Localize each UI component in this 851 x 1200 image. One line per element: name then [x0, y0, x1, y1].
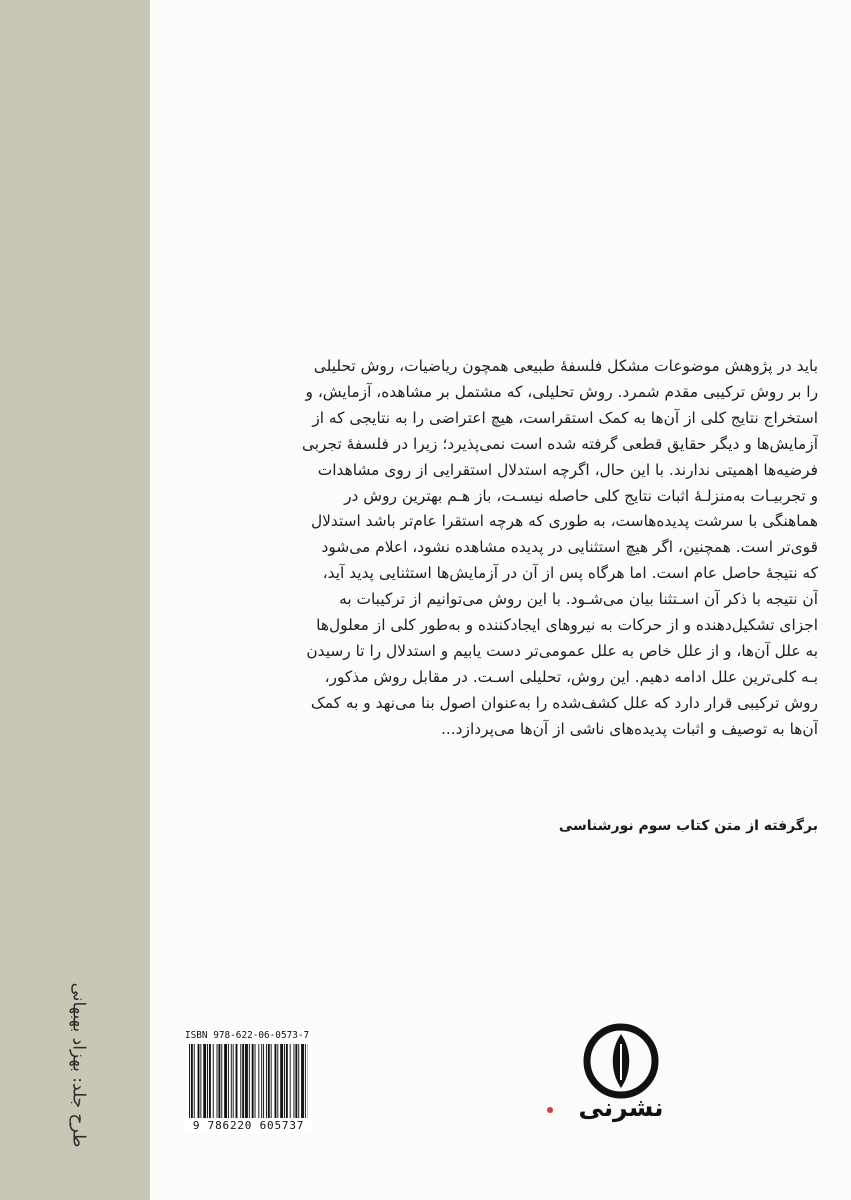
barcode [185, 1030, 312, 1134]
excerpt-line: آن نتیجه با ذکر آن اسـتثنا بیان می‌شـود. با این روش می‌توانیم از ترکیبات به [339, 590, 818, 609]
barcode-bar [240, 1044, 241, 1118]
barcode-bar [198, 1044, 200, 1118]
barcode-bar [203, 1044, 206, 1118]
excerpt-line: به علل آن‌ها، و از علل خاص به علل عمومی‌تر دست یابیم و استدلال را تا رسیدن [306, 641, 818, 660]
barcode-bar [231, 1044, 232, 1118]
excerpt-line: فرضیه‌ها اهمیتی ندارند. با این حال، اگرچه استدلال استقرایی از روی مشاهدات [317, 460, 818, 479]
barcode-bar [280, 1044, 283, 1118]
red-dot-mark [547, 1107, 553, 1113]
excerpt-line: بـه کلی‌ترین علل ادامه دهیم. این روش، تحلیلی اسـت. در مقابل روش مذکور، [324, 667, 818, 686]
excerpt-line: روش ترکیبی قرار دارد که علل کشف‌شده را به‌عنوان اصول بنا می‌نهد و به کمک [310, 693, 818, 712]
isbn-label: ISBN 978-622-06-0573-7 [185, 1030, 310, 1041]
spine-panel [0, 0, 150, 1200]
barcode-bar [189, 1044, 190, 1118]
ean-digits: 9 786220 605737 [192, 1119, 305, 1132]
barcode-bar [191, 1044, 193, 1118]
barcode-bar [249, 1044, 250, 1118]
excerpt-line: که نتیجهٔ حاصل عام است. اما هرگاه پس از آن در آزمایش‌ها استثنایی پدید آید، [322, 564, 818, 583]
excerpt-line: اجزای تشکیل‌دهنده و از حرکات به نیروهای ایجادکننده و به‌طور کلی از معلول‌ها [316, 616, 818, 635]
barcode-bar [224, 1044, 227, 1118]
barcode-bar [284, 1044, 285, 1118]
barcode-bar [236, 1044, 238, 1118]
excerpt-line: آن‌ها به توصیف و اثبات پدیده‌های ناشی از آن‌ها می‌پردازد... [440, 719, 818, 738]
barcode-bar [268, 1044, 270, 1118]
back-cover-excerpt [178, 354, 818, 743]
barcode-bar [277, 1044, 278, 1118]
barcode-bar [263, 1044, 264, 1118]
barcode-bar [305, 1044, 306, 1118]
barcode-bar [245, 1044, 248, 1118]
barcode-bar [261, 1044, 262, 1118]
barcode-bar [271, 1044, 272, 1118]
barcode-bar [294, 1044, 295, 1118]
spine-designer-credit [60, 982, 96, 1148]
barcode-bar [228, 1044, 229, 1118]
barcode-bar [286, 1044, 288, 1118]
barcode-bar [275, 1044, 277, 1118]
barcode-bar [233, 1044, 234, 1118]
barcode-bar [290, 1044, 291, 1118]
excerpt-line: قوی‌تر است. همچنین، اگر هیچ استثنایی در پدیده مشاهده نشود، اعلام می‌شود [321, 538, 818, 557]
barcode-bar [194, 1044, 195, 1118]
excerpt-line: باید در پژوهش موضوعات مشکل فلسفهٔ طبیعی همچون ریاضیات، روش تحلیلی [313, 357, 818, 375]
excerpt-line: آزمایش‌ها و دیگر حقایق قطعی گرفته شده است نمی‌پذیرد؛ زیرا در فلسفهٔ تجربی [301, 434, 818, 453]
barcode-bars [189, 1044, 308, 1118]
barcode-bar [242, 1044, 244, 1118]
barcode-bar [255, 1044, 256, 1118]
excerpt-line: استخراج نتایج کلی از آن‌ها به کمک استقراست، هیچ اعتراضی را به نتایجی که از [312, 408, 818, 427]
excerpt-line: را بر روش ترکیبی مقدم شمرد. روش تحلیلی، که مشتمل بر مشاهده، آزمایش، و [305, 382, 818, 401]
barcode-bar [218, 1044, 220, 1118]
designer-credit-text: طرح جلد: بهزاد بهبهانی [68, 982, 88, 1148]
barcode-bar [213, 1044, 214, 1118]
barcode-bar [266, 1044, 267, 1118]
publisher-name: نشرنی [578, 1093, 664, 1122]
barcode-bar [252, 1044, 254, 1118]
publisher-logo-icon [582, 1022, 660, 1102]
barcode-bar [209, 1044, 211, 1118]
barcode-bar [298, 1044, 299, 1118]
barcode-bar [258, 1044, 259, 1118]
barcode-bar [200, 1044, 201, 1118]
excerpt-line: هماهنگی با سرشت پدیده‌هاست، به طوری که هرچه استقرا عام‌تر باشد استدلال [310, 512, 818, 531]
barcode-bar [207, 1044, 208, 1118]
barcode-bar [221, 1044, 222, 1118]
source-note: برگرفته از متن کتاب سوم نورشناسی [558, 818, 818, 834]
barcode-bar [301, 1044, 304, 1118]
excerpt-line: و تجربیـات به‌منزلـهٔ اثبات نتایج کلی حاصله نیسـت، باز هـم بهترین روش در [344, 486, 818, 505]
barcode-bar [295, 1044, 297, 1118]
barcode-bar [217, 1044, 218, 1118]
